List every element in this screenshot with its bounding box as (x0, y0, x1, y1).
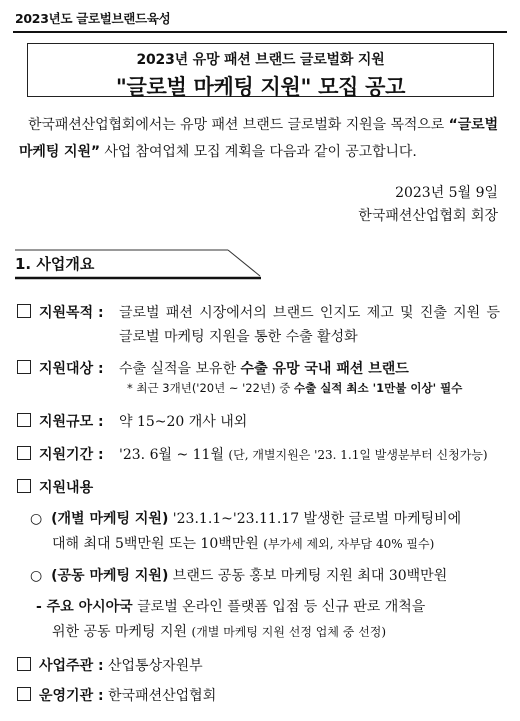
top-rule (13, 31, 507, 33)
title-subtitle: 2023년 유망 패션 브랜드 글로벌화 지원 (136, 52, 385, 68)
row-content (17, 476, 500, 500)
asia-head: - 주요 아시아국 (36, 599, 133, 615)
target-note (127, 379, 462, 397)
section-header (15, 248, 265, 280)
individual-head: (개별 마케팅 지원) (51, 511, 169, 527)
scale-text: 약 15~20 개사 내외 (119, 414, 248, 430)
intro-part1: 한국패션산업협회에서는 유망 패션 브랜드 글로벌화 지원을 목적으로 (27, 117, 449, 133)
circle-bullet-icon: ○ (30, 511, 43, 527)
target-label: 지원대상 : (39, 361, 104, 377)
title-box (27, 43, 494, 97)
asia-line2: 위한 공동 마케팅 지원 (52, 624, 188, 640)
section-title: 1. 사업개요 (15, 255, 95, 273)
period-note: (단, 개별지원은 '23. 1.1일 발생분부터 신청가능) (228, 448, 488, 462)
title-main: "글로벌 마케팅 지원" 모집 공고 (115, 75, 406, 99)
host-text: 산업통상자원부 (108, 658, 203, 674)
announcement-date: 2023년 5월 9일 (395, 185, 498, 201)
checkbox-purpose (17, 304, 31, 318)
bullet-individual (30, 506, 500, 533)
row-operator (17, 684, 500, 708)
bullet-individual-line2 (52, 531, 434, 558)
organization-signature: 한국패션산업협회 회장 (358, 208, 498, 224)
period-text: '23. 6월 ~ 11월 (119, 447, 224, 463)
target-text (119, 357, 500, 381)
checkbox-target (17, 360, 31, 374)
bullet-asia-line2 (52, 619, 386, 646)
joint-head: (공동 마케팅 지원) (51, 568, 169, 584)
header-tag: 2023년도 글로벌브랜드육성 (15, 11, 171, 26)
bullet-joint (30, 563, 447, 590)
target-note-a: * 최근 3개년('20년 ~ '22년) 중 (127, 381, 294, 395)
purpose-text: 글로벌 패션 시장에서의 브랜드 인지도 제고 및 진출 지원 등 글로벌 마케팅 지원을 통한 수출 활성화 (119, 305, 500, 345)
joint-text: 브랜드 공동 홍보 마케팅 지원 최대 30백만원 (168, 568, 448, 584)
checkbox-scale (17, 413, 31, 427)
intro-part2: 사업 참여업체 모집 계획을 다음과 같이 공고합니다. (100, 144, 417, 160)
checkbox-content (17, 479, 31, 493)
individual-line2: 대해 최대 5백만원 또는 10백만원 (52, 536, 259, 552)
scale-label: 지원규모 : (39, 414, 104, 430)
checkbox-period (17, 446, 31, 460)
operator-text: 한국패션산업협회 (108, 688, 217, 704)
row-period (17, 443, 500, 467)
row-scale (17, 410, 500, 434)
checkbox-operator (17, 687, 31, 701)
intro-bold: “글로벌 마케팅 지원” (19, 117, 499, 160)
row-target (17, 357, 500, 395)
checkbox-host (17, 657, 31, 671)
individual-text: '23.1.1~'23.11.17 발생한 글로벌 마케팅비에 (168, 511, 462, 527)
target-note-b: 수출 실적 최소 '1만불 이상' 필수 (293, 381, 463, 395)
target-text-b: 수출 유망 국내 패션 브랜드 (240, 361, 409, 377)
period-content (119, 443, 500, 467)
bullet-asia (36, 594, 425, 621)
row-purpose (17, 301, 500, 345)
asia-note: (개별 마케팅 지원 선정 업체 중 선정) (191, 625, 387, 639)
period-label: 지원기간 : (39, 447, 104, 463)
operator-label: 운영기관 : (39, 688, 104, 704)
individual-note: (부가세 제외, 자부담 40% 필수) (263, 537, 435, 551)
content-label: 지원내용 (39, 480, 94, 496)
asia-text: 글로벌 온라인 플랫폼 입점 등 신규 판로 개척을 (132, 599, 426, 615)
host-label: 사업주관 : (39, 658, 104, 674)
circle-bullet-icon: ○ (30, 568, 43, 584)
intro-paragraph (19, 112, 498, 166)
row-host (17, 654, 500, 678)
target-text-a: 수출 실적을 보유한 (119, 361, 241, 377)
purpose-label: 지원목적 : (39, 305, 104, 321)
